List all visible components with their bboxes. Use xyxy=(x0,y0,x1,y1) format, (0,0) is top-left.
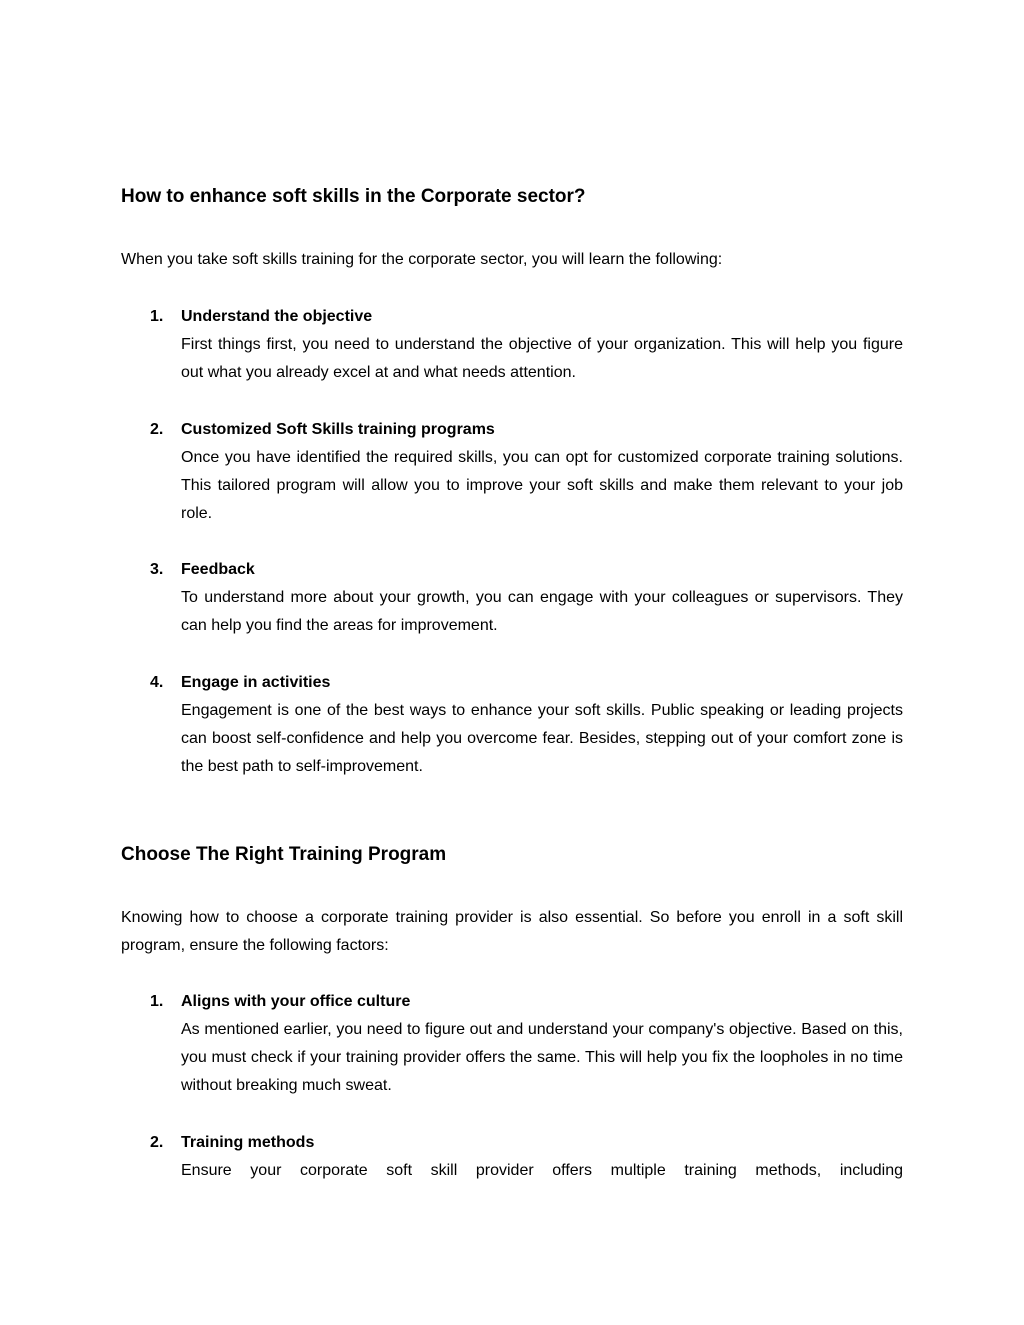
list-item-title: Understand the objective xyxy=(181,308,373,325)
list-item-body: Ensure your corporate soft skill provider offers multiple training methods, including xyxy=(181,1162,903,1179)
section-heading-enhance-soft-skills: How to enhance soft skills in the Corporate sector? xyxy=(121,186,586,207)
list-item-number: 1. xyxy=(150,993,164,1010)
section-intro-paragraph: Knowing how to choose a corporate training provider is also essential. So before you enroll in a soft skill program, ensure the following factors: xyxy=(121,909,903,954)
list-item-body: Engagement is one of the best ways to enhance your soft skills. Public speaking or leading projects can boost self-confidence and help you overcome fear. Besides, stepping out of your comfort zone is the best path to self-improvement. xyxy=(181,702,903,775)
list-item-body: First things first, you need to understand the objective of your organization. This will help you figure out what you already excel at and what needs attention. xyxy=(181,336,903,381)
list-item-title: Customized Soft Skills training programs xyxy=(181,421,495,438)
list-item-title: Training methods xyxy=(181,1134,315,1151)
list-item-title: Engage in activities xyxy=(181,674,331,691)
list-item-number: 3. xyxy=(150,561,164,578)
list-item-number: 2. xyxy=(150,421,164,438)
list-item-number: 1. xyxy=(150,308,164,325)
list-item-number: 4. xyxy=(150,674,164,691)
list-item-body: To understand more about your growth, you can engage with your colleagues or supervisors. They can help you find the areas for improvement. xyxy=(181,589,903,634)
list-item-title: Feedback xyxy=(181,561,255,578)
section-heading-choose-training-program: Choose The Right Training Program xyxy=(121,844,447,865)
list-item-number: 2. xyxy=(150,1134,164,1151)
list-item-title: Aligns with your office culture xyxy=(181,993,411,1010)
list-item-body: As mentioned earlier, you need to figure out and understand your company's objective. Based on this, you must check if your training provider offers the same. This will help you fix the loopholes in no time without breaking much sweat. xyxy=(181,1021,903,1094)
list-item-body: Once you have identified the required skills, you can opt for customized corporate training solutions. This tailored program will allow you to improve your soft skills and make them relevant to your job role. xyxy=(181,449,903,522)
section-intro-paragraph: When you take soft skills training for the corporate sector, you will learn the following: xyxy=(121,251,723,268)
